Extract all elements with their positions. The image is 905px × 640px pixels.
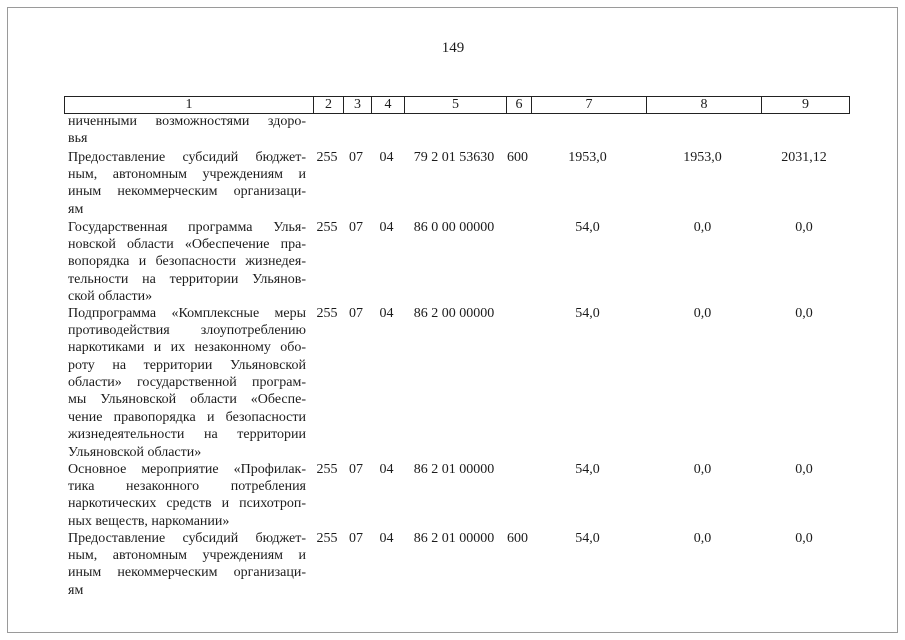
cell-col-3: 07: [349, 461, 363, 477]
header-cell: 3: [343, 97, 371, 113]
cell-col-9: 0,0: [795, 461, 813, 477]
header-cell: 5: [404, 97, 506, 113]
description-line: Государственная программа Улья-: [68, 219, 306, 235]
description-line: чение правопорядка и безопасности: [68, 409, 306, 425]
cell-col-9: 2031,12: [781, 149, 827, 165]
description-line: ным, автономным учреждениям и: [68, 547, 306, 563]
cell-col-3: 07: [349, 149, 363, 165]
description-line: вопорядка и безопасности жизнедея-: [68, 254, 306, 270]
description-line: вья: [68, 130, 88, 146]
row-description: [68, 149, 306, 219]
row-description: [68, 219, 306, 306]
description-line: Подпрограмма «Комплексные меры: [68, 305, 306, 321]
cell-col-8: 1953,0: [683, 149, 722, 165]
row-description: [68, 305, 306, 462]
cell-col-8: 0,0: [693, 219, 712, 235]
description-line: тика незаконного потребления: [68, 478, 306, 494]
cell-col-9: 0,0: [795, 305, 813, 321]
description-line: ниченными возможностями здоро-: [68, 113, 306, 129]
cell-col-6: 600: [507, 149, 528, 165]
description-line: жизнедеятельности на территории: [68, 427, 306, 443]
cell-col-8: 0,0: [693, 461, 712, 477]
cell-col-4: 04: [379, 305, 394, 321]
cell-col-3: 07: [349, 530, 363, 546]
cell-col-9: 0,0: [795, 219, 813, 235]
cell-col-4: 04: [379, 461, 394, 477]
description-line: новской области «Обеспечение пра-: [68, 236, 306, 252]
description-line: иным некоммерческим организаци-: [68, 184, 306, 200]
description-line: ям: [68, 582, 84, 598]
description-line: ям: [68, 201, 84, 217]
description-line: ным, автономным учреждениям и: [68, 166, 306, 182]
description-line: мы Ульяновской области «Обеспе-: [68, 392, 306, 408]
table-header: [64, 96, 850, 114]
header-cell: 9: [761, 97, 849, 113]
cell-col-2: 255: [316, 219, 338, 235]
description-line: наркотиками и их незаконному обо-: [68, 340, 306, 356]
description-line: Предоставление субсидий бюджет-: [68, 530, 306, 546]
cell-col-2: 255: [316, 149, 338, 165]
description-line: Предоставление субсидий бюджет-: [68, 149, 306, 165]
page-number: 149: [441, 40, 465, 56]
cell-col-7: 54,0: [575, 461, 600, 477]
cell-col-2: 255: [316, 305, 338, 321]
cell-col-8: 0,0: [693, 305, 712, 321]
cell-col-2: 255: [316, 530, 338, 546]
cell-col-9: 0,0: [795, 530, 813, 546]
cell-col-5: 86 2 01 00000: [413, 530, 495, 546]
description-line: ных веществ, наркомании»: [68, 513, 230, 529]
cell-col-7: 54,0: [575, 219, 600, 235]
row-description: [68, 461, 306, 531]
cell-col-4: 04: [379, 149, 394, 165]
cell-col-5: 86 2 01 00000: [413, 461, 495, 477]
row-description: [68, 113, 306, 148]
description-line: Ульяновской области»: [68, 444, 202, 460]
description-line: наркотических средств и психотроп-: [68, 496, 306, 512]
description-line: роту на территории Ульяновской: [68, 357, 306, 373]
description-line: области» государственной програм-: [68, 375, 306, 391]
description-line: противодействия злоупотреблению: [68, 322, 306, 338]
cell-col-7: 54,0: [575, 530, 600, 546]
header-cell: 1: [185, 97, 193, 112]
cell-col-3: 07: [349, 305, 363, 321]
header-cell: 4: [371, 97, 404, 113]
description-line: ской области»: [68, 289, 153, 305]
header-cell: 6: [506, 97, 531, 113]
cell-col-7: 1953,0: [568, 149, 607, 165]
cell-col-4: 04: [379, 530, 394, 546]
description-line: Основное мероприятие «Профилак-: [68, 461, 306, 477]
cell-col-8: 0,0: [693, 530, 712, 546]
description-line: иным некоммерческим организаци-: [68, 565, 306, 581]
header-cell: 2: [313, 97, 343, 113]
cell-col-5: 86 0 00 00000: [413, 219, 495, 235]
cell-col-4: 04: [379, 219, 394, 235]
row-description: [68, 530, 306, 600]
header-cell: 8: [646, 97, 761, 113]
header-cell: 7: [531, 97, 646, 113]
cell-col-7: 54,0: [575, 305, 600, 321]
cell-col-5: 86 2 00 00000: [413, 305, 495, 321]
cell-col-5: 79 2 01 53630: [413, 149, 495, 165]
cell-col-3: 07: [349, 219, 363, 235]
cell-col-6: 600: [507, 530, 528, 546]
cell-col-2: 255: [316, 461, 338, 477]
description-line: тельности на территории Ульянов-: [68, 271, 306, 287]
